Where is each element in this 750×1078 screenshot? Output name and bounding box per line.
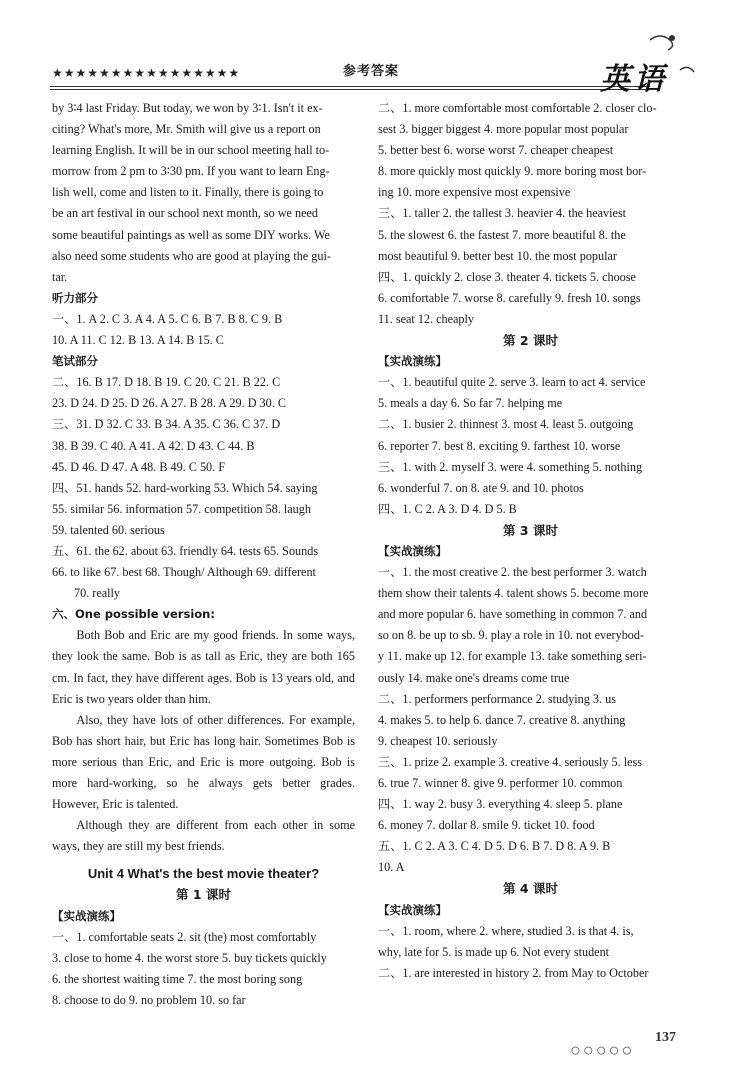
answer-line: 6. reporter 7. best 8. exciting 9. farthest 10. worse (378, 438, 621, 453)
answer-line: and more popular 6. have something in common 7. and (378, 607, 648, 622)
answer-line: 二、1. performers performance 2. studying 3. us (378, 691, 616, 706)
answer-line: 6. wonderful 7. on 8. ate 9. and 10. photos (378, 480, 584, 495)
answer-line: 6. true 7. winner 8. give 9. performer 10. common (378, 776, 623, 790)
answer-line: 一、1. room, where 2. where, studied 3. is that 4. is, (378, 923, 634, 938)
answer-line: 66. to like 67. best 68. Though/ Although 69. different (52, 565, 316, 580)
page-number: 137 (655, 1030, 676, 1045)
answer-line: 70. really (74, 586, 121, 601)
answer-line: ously 14. make one's dreams come true (378, 670, 570, 685)
page-header (0, 0, 750, 95)
answer-line: 一、1. beautiful quite 2. serve 3. learn to act 4. service (378, 375, 646, 390)
answer-line: sest 3. bigger biggest 4. more popular most popular (378, 122, 629, 137)
text-line: by 3∶4 last Friday. But today, we won by 3∶1. Isn't it ex- (52, 101, 323, 115)
drill-heading: 【实战演练】 (378, 902, 447, 917)
answer-line: 6. comfortable 7. worse 8. carefully 9. fresh 10. songs (378, 290, 641, 305)
lesson-heading: 第 2 课时 (503, 333, 558, 349)
text-line: morrow from 2 pm to 3∶30 pm. If you want to learn Eng- (52, 164, 330, 179)
text-line: some beautiful paintings as well as some DIY works. We (52, 227, 330, 242)
essay-paragraph: Although they are different from each other in some ways, they are still my best friends. (52, 818, 355, 854)
answer-line: 四、51. hands 52. hard-working 53. Which 54. saying (52, 480, 318, 495)
answer-line: 四、1. way 2. busy 3. everything 4. sleep 5. plane (378, 797, 623, 812)
answer-line: 6. money 7. dollar 8. smile 9. ticket 10. food (378, 818, 595, 833)
answer-line: ing 10. more expensive most expensive (378, 185, 571, 200)
header-stars-left: ★★★★★★★★★★★★★★★★ (52, 66, 241, 80)
lesson-heading: 第 1 课时 (176, 887, 231, 903)
answer-line: 55. similar 56. information 57. competition 58. laugh (52, 501, 311, 516)
text-line: tar. (52, 269, 68, 284)
answer-line: 6. the shortest waiting time 7. the most boring song (52, 971, 303, 986)
answer-line: 一、1. comfortable seats 2. sit (the) most comfortably (52, 929, 317, 944)
answer-line: 二、1. are interested in history 2. from May to October (378, 965, 649, 980)
answer-line: 4. makes 5. to help 6. dance 7. creative 8. anything (378, 712, 626, 727)
answer-line: 四、1. quickly 2. close 3. theater 4. tickets 5. choose (378, 269, 636, 284)
text-line: lish well, come and listen to it. Finally, there is going to (52, 185, 324, 200)
text-line: citing? What's more, Mr. Smith will give us a report on (52, 122, 321, 137)
answer-line: 一、1. the most creative 2. the best performer 3. watch (378, 565, 647, 580)
left-column (52, 98, 355, 1011)
header-title: 参考答案 (343, 63, 400, 78)
answer-line: why, late for 5. is made up 6. Not every student (378, 944, 610, 959)
text-line: also need some students who are good at playing the gui- (52, 248, 331, 263)
drill-heading: 【实战演练】 (378, 354, 447, 369)
answer-line: 8. more quickly most quickly 9. more boring most bor- (378, 164, 647, 179)
answer-line: 5. better best 6. worse worst 7. cheaper cheapest (378, 143, 614, 158)
text-line: be an art festival in our school next month, so we need (52, 206, 319, 221)
answer-line: 三、31. D 32. C 33. B 34. A 35. C 36. C 37. D (52, 417, 281, 432)
lesson-heading: 第 3 课时 (503, 522, 558, 538)
header-rule-2 (50, 89, 650, 90)
answer-line: 四、1. C 2. A 3. D 4. D 5. B (378, 501, 517, 516)
answer-line: 5. meals a day 6. So far 7. helping me (378, 396, 563, 411)
header-rule (50, 86, 650, 87)
listening-heading: 听力部分 (52, 290, 98, 305)
version-heading: 六、One possible version: (52, 607, 215, 622)
answer-line: 45. D 46. D 47. A 48. B 49. C 50. F (52, 459, 226, 474)
answer-line: 59. talented 60. serious (52, 522, 165, 537)
answer-line: 二、1. more comfortable most comfortable 2. closer clo- (378, 101, 657, 115)
intro-paragraph (52, 98, 355, 288)
drill-heading: 【实战演练】 (52, 908, 121, 923)
answer-line: most beautiful 9. better best 10. the most popular (378, 248, 617, 263)
answer-line: 5. the slowest 6. the fastest 7. more beautiful 8. the (378, 227, 626, 242)
subject-logo-text: 英语 (600, 63, 668, 96)
answer-line: 五、1. C 2. A 3. C 4. D 5. D 6. B 7. D 8. A 9. B (378, 839, 611, 854)
answer-line: so on 8. be up to sb. 9. play a role in 10. not everybod- (378, 628, 645, 643)
answer-line: 11. seat 12. cheaply (378, 311, 474, 326)
answer-line: 8. choose to do 9. no problem 10. so far (52, 992, 246, 1007)
answer-line: 23. D 24. D 25. D 26. A 27. B 28. A 29. D 30. C (52, 396, 286, 411)
written-heading: 笔试部分 (52, 354, 98, 369)
answer-line: 一、1. A 2. C 3. A 4. A 5. C 6. B 7. B 8. C 9. B (52, 311, 283, 326)
drill-heading: 【实战演练】 (378, 543, 447, 558)
essay-paragraph: Also, they have lots of other differences. For example, Bob has short hair, but Eric has long hair. Sometimes Bob is more serious than Eric, and Eric is more outgoing. Bob is more hard-working, so he always gets better grades. However, Eric is talented. (52, 712, 355, 812)
answer-line: y 11. make up 12. for example 13. take something seri- (378, 649, 647, 664)
answer-line: 38. B 39. C 40. A 41. A 42. D 43. C 44. B (52, 438, 255, 453)
unit-title: Unit 4 What's the best movie theater? (87, 866, 320, 882)
essay-paragraph: Both Bob and Eric are my good friends. In some ways, they look the same. Bob is as tall as Eric, they are both 165 cm. In fact, they have different ages. Bob is 13 years old, and Eric is two years older than him. (52, 628, 355, 706)
answer-line: 三、1. prize 2. example 3. creative 4. seriously 5. less (378, 754, 642, 769)
answer-line: 二、1. busier 2. thinnest 3. most 4. least 5. outgoing (378, 417, 634, 432)
right-column (378, 98, 683, 984)
answer-line: 三、1. taller 2. the tallest 3. heavier 4. the heaviest (378, 206, 627, 221)
answer-line: them show their talents 4. talent shows 5. become more (378, 586, 649, 601)
answer-line: 10. A 11. C 12. B 13. A 14. B 15. C (52, 333, 224, 348)
footer-circles: ○○○○○ (570, 1040, 635, 1060)
answer-line: 10. A (378, 860, 405, 875)
lesson-heading: 第 4 课时 (503, 881, 558, 897)
answer-line: 9. cheapest 10. seriously (378, 733, 498, 748)
text-line: learning English. It will be in our school meeting hall to- (52, 143, 330, 158)
answer-line: 3. close to home 4. the worst store 5. buy tickets quickly (52, 950, 327, 965)
answer-line: 三、1. with 2. myself 3. were 4. something 5. nothing (378, 459, 643, 474)
answer-line: 五、61. the 62. about 63. friendly 64. tests 65. Sounds (52, 543, 319, 558)
answer-line: 二、16. B 17. D 18. B 19. C 20. C 21. B 22. C (52, 375, 281, 390)
